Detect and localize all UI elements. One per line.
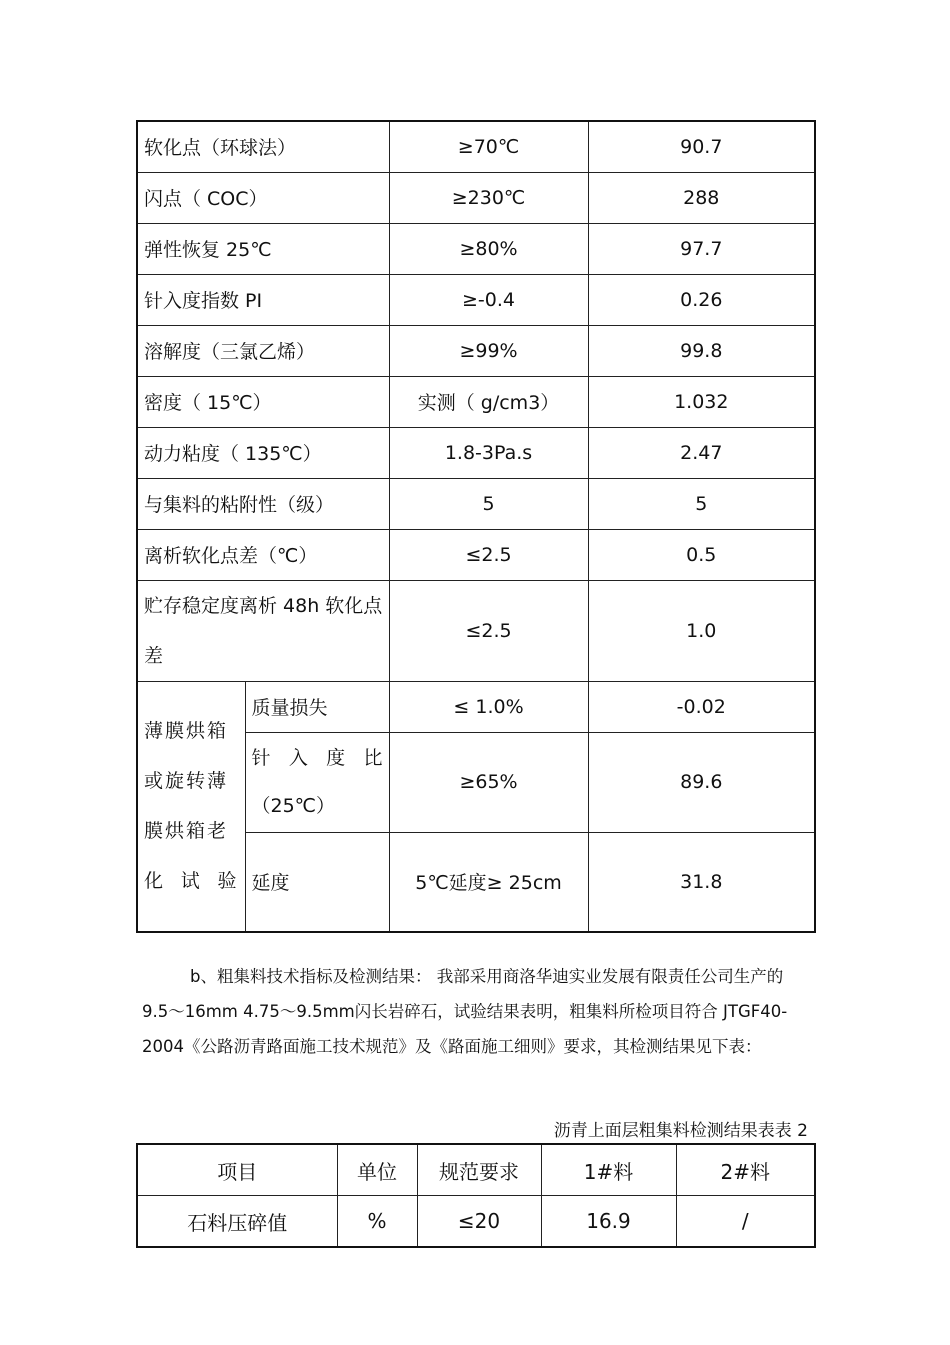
table-row — [137, 274, 815, 325]
spec-cell: ≥80% — [389, 223, 588, 274]
result-cell: 0.5 — [588, 529, 815, 580]
item-cell: 密度（ 15℃） — [137, 376, 389, 427]
item-cell: 质量损失 — [245, 681, 389, 732]
item-cell: 针入度指数 PI — [137, 274, 389, 325]
data-cell: / — [676, 1196, 815, 1248]
header-cell: 单位 — [337, 1144, 417, 1196]
spec-cell: ≥70℃ — [389, 121, 588, 172]
result-cell: -0.02 — [588, 681, 815, 732]
item-cell: 延度 — [245, 832, 389, 932]
spec-cell: ≤2.5 — [389, 580, 588, 681]
item-cell: 闪点（ COC） — [137, 172, 389, 223]
table-row — [137, 325, 815, 376]
table-row — [137, 223, 815, 274]
table-row — [137, 376, 815, 427]
item-cell: 软化点（环球法） — [137, 121, 389, 172]
table-row — [137, 580, 815, 681]
item-cell: 弹性恢复 25℃ — [137, 223, 389, 274]
data-cell: % — [337, 1196, 417, 1248]
result-cell: 97.7 — [588, 223, 815, 274]
spec-cell: 5℃延度≥ 25cm — [389, 832, 588, 932]
result-cell: 2.47 — [588, 427, 815, 478]
data-cell: ≤20 — [417, 1196, 541, 1248]
coarse-aggregate-paragraph: b、粗集料技术指标及检测结果： 我部采用商洛华迪实业发展有限责任公司生产的 9.5～16mm 4.75～9.5mm闪长岩碎石，试验结果表明，粗集料所检项目符合 JTGF40-2004《公路沥青路面施工技术规范》及《路面施工细则》要求，其检测结果见下表： — [142, 966, 788, 1056]
table-row — [137, 478, 815, 529]
spec-cell: 实测（ g/cm3） — [389, 376, 588, 427]
table-caption: 沥青上面层粗集料检测结果表表 2 — [553, 1121, 808, 1141]
table-row — [137, 681, 815, 732]
item-cell: 动力粘度（ 135℃） — [137, 427, 389, 478]
item-cell: 与集料的粘附性（级） — [137, 478, 389, 529]
coarse-aggregate-table — [136, 1143, 816, 1248]
data-cell: 石料压碎值 — [137, 1196, 337, 1248]
spec-cell: ≥99% — [389, 325, 588, 376]
spec-cell: ≤ 1.0% — [389, 681, 588, 732]
item-cell: 离析软化点差（℃） — [137, 529, 389, 580]
spec-cell: ≥65% — [389, 732, 588, 832]
table-row — [137, 121, 815, 172]
result-cell: 1.0 — [588, 580, 815, 681]
item-cell: 贮存稳定度离析 48h 软化点差 — [137, 580, 389, 681]
result-cell: 0.26 — [588, 274, 815, 325]
asphalt-test-table — [136, 120, 816, 933]
spec-cell: 5 — [389, 478, 588, 529]
table-row — [137, 1196, 815, 1248]
result-cell: 31.8 — [588, 832, 815, 932]
spec-cell: ≥230℃ — [389, 172, 588, 223]
penetration-ratio-note: （25℃） — [251, 795, 336, 817]
item-cell: 溶解度（三氯乙烯） — [137, 325, 389, 376]
header-cell: 2#料 — [676, 1144, 815, 1196]
spec-cell: ≥-0.4 — [389, 274, 588, 325]
table-header-row — [137, 1144, 815, 1196]
aging-test-group-label: 薄膜烘箱或旋转薄膜烘箱老化试验 — [137, 681, 245, 932]
result-cell: 90.7 — [588, 121, 815, 172]
header-cell: 规范要求 — [417, 1144, 541, 1196]
table-row — [137, 427, 815, 478]
penetration-ratio-label: 针入度比 — [251, 747, 383, 769]
table-row — [137, 172, 815, 223]
header-cell: 项目 — [137, 1144, 337, 1196]
spec-cell: ≤2.5 — [389, 529, 588, 580]
header-cell: 1#料 — [541, 1144, 676, 1196]
item-cell — [245, 732, 389, 832]
spec-cell: 1.8-3Pa.s — [389, 427, 588, 478]
result-cell: 1.032 — [588, 376, 815, 427]
result-cell: 288 — [588, 172, 815, 223]
result-cell: 89.6 — [588, 732, 815, 832]
data-cell: 16.9 — [541, 1196, 676, 1248]
result-cell: 99.8 — [588, 325, 815, 376]
result-cell: 5 — [588, 478, 815, 529]
table-row — [137, 529, 815, 580]
